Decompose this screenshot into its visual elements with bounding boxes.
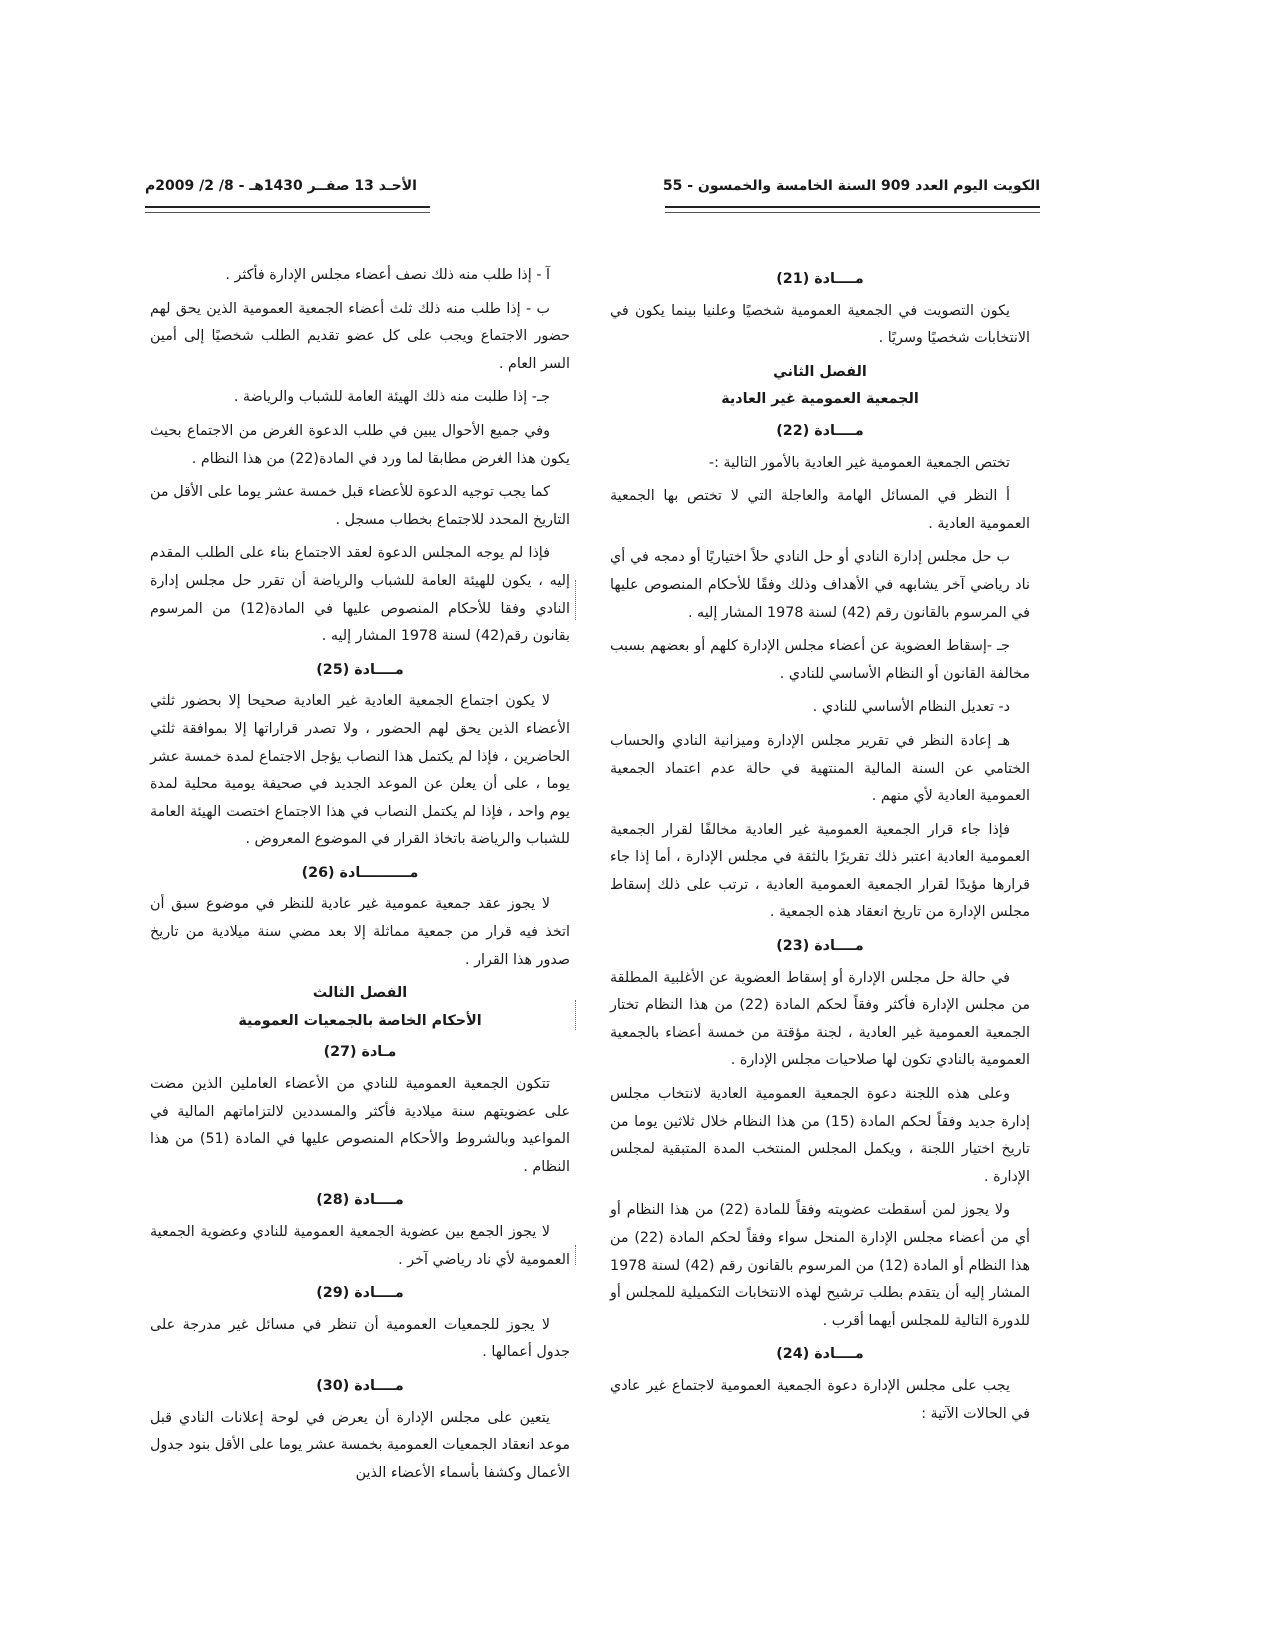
chapter-2-subtitle: الجمعية العمومية غير العادية — [721, 391, 919, 408]
article-22-item-a: أ النظر في المسائل الهامة والعاجلة التي لا تختص بها الجمعية العمومية العادية . — [610, 488, 1030, 532]
article-22-item-e: هـ إعادة النظر في تقرير مجلس الإدارة وميزانية النادي والحساب الختامي عن السنة المالية المنتهية في حالة عدم اعتماد الجمعية العمومية العادية لأي منهم . — [610, 732, 1030, 805]
article-26-paragraph: لا يجوز عقد جمعية عمومية غير عادية للنظر في موضوع سبق أن اتخذ فيه قرار من جمعية مماثلة إلا بعد مضي سنة ميلادية من تاريخ صدور هذا القرار . — [150, 896, 570, 968]
header-issue-info: الكويت اليوم العدد 909 السنة الخامسة والخمسون - 55 — [662, 178, 1040, 194]
header-rule — [145, 206, 430, 208]
article-21-title: مــــادة (21) — [776, 271, 864, 287]
article-29-title: مــــادة (29) — [316, 1285, 404, 1302]
page-header — [145, 178, 1040, 218]
article-25-title: مــــادة (25) — [316, 661, 404, 678]
article-22-item-b: ب حل مجلس إدارة النادي أو حل النادي حلاً اختياريًا أو دمجه في أي ناد رياضي آخر يشابهه في الأهداف وذلك وفقًا للأحكام المنصوص عليها في المرسوم بالقانون رقم (42) لسنة 1978 المشار إليه . — [610, 549, 1030, 621]
article-25-paragraph: لا يكون اجتماع الجمعية العادية غير العادية صحيحا إلا بحضور ثلثي الأعضاء الذين يحق لهم الحضور ، ولا تصدر قراراتها إلا بموافقة ثلثي الحاضرين ، فإذا لم يكتمل هذا النصاب يؤجل الاجتماع لمدة خمسة عشر يوما ، على أن يعلن عن الموعد الجديد في صحيفة يومية محلية لمدة يوم واحد ، فإذا لم يكتمل النصاب في هذا الاجتماع اختصت الهيئة العامة للشباب والرياضة باتخاذ القرار في الموضوع المعروض . — [150, 693, 570, 848]
article-23-paragraph-1: في حالة حل مجلس الإدارة أو إسقاط العضوية عن الأغلبية المطلقة من مجلس الإدارة فأكثر وفقاً لحكم المادة (22) من هذا النظام تختار الجمعية العمومية غير العادية ، لجنة مؤقتة من خمسة أعضاء بالجمعية العمومية بالنادي تكون لها صلاحيات مجلس الإدارة . — [610, 969, 1030, 1069]
article-28-paragraph: لا يجوز الجمع بين عضوية الجمعية العمومية للنادي وعضوية الجمعية العمومية لأي ناد رياضي آخر . — [150, 1224, 570, 1268]
article-21-text: يكون التصويت في الجمعية العمومية شخصيًا وعلنيا بينما يكون في الانتخابات شخصيًا وسريًا . — [610, 302, 1030, 347]
article-24-item-c: جـ- إذا طلبت منه ذلك الهيئة العامة للشباب والرياضة . — [233, 389, 550, 406]
article-24-item-b: ب - إذا طلب منه ذلك ثلث أعضاء الجمعية العمومية الذين يحق لهم حضور الاجتماع ويجب على كل عضو تقديم الطلب شخصيًا إلى أمين السر العام . — [150, 300, 570, 372]
article-24-paragraph-4: فإذا لم يوجه المجلس الدعوة لعقد الاجتماع بناء على الطلب المقدم إليه ، يكون للهيئة العامة للشباب والرياضة أن تقرر حل مجلس إدارة النادي وفقا للأحكام المنصوص عليها في المادة(12) من المرسوم بقانون رقم(42) لسنة 1978 المشار إليه . — [150, 545, 570, 645]
chapter-2-title: الفصل الثاني — [773, 363, 867, 380]
article-24-paragraph-1: يجب على مجلس الإدارة دعوة الجمعية العمومية لاجتماع غير عادي في الحالات الآتية : — [610, 1377, 1030, 1422]
article-29-paragraph: لا يجوز للجمعيات العمومية أن تنظر في مسائل غير مدرجة على جدول أعمالها . — [150, 1316, 570, 1361]
article-27-title: مـادة (27) — [323, 1044, 397, 1061]
article-24-paragraph-2: وفي جميع الأحوال يبين في طلب الدعوة الغرض من الاجتماع بحيث يكون هذا الغرض مطابقا لما ورد في المادة(22) من هذا النظام . — [150, 422, 570, 467]
article-23-title: مــــادة (23) — [776, 938, 864, 955]
column-divider-mark — [575, 580, 576, 620]
chapter-3-subtitle: الأحكام الخاصة بالجمعيات العمومية — [238, 1012, 482, 1029]
left-column — [150, 262, 570, 1493]
article-22-item-d: د- تعديل النظام الأساسي للنادي . — [812, 699, 1010, 716]
header-rule — [665, 212, 1040, 213]
header-rule — [665, 206, 1040, 208]
article-26-title: مــــــــــادة (26) — [301, 864, 419, 881]
article-22-intro: تختص الجمعية العمومية غير العادية بالأمور التالية :- — [708, 454, 1010, 471]
article-24-paragraph-3: كما يجب توجيه الدعوة للأعضاء قبل خمسة عشر يوما على الأقل من التاريخ المحدد للاجتماع بخطاب مسجل . — [150, 484, 570, 528]
article-22-title: مــــادة (22) — [776, 422, 864, 439]
column-divider-mark — [575, 1000, 576, 1030]
article-28-title: مــــادة (28) — [316, 1192, 404, 1209]
header-date: الأحـد 13 صفــر 1430هـ - 8/ 2/ 2009م — [145, 178, 417, 194]
header-rule — [145, 212, 430, 213]
article-30-paragraph: يتعين على مجلس الإدارة أن يعرض في لوحة إعلانات النادي قبل موعد انعقاد الجمعيات العمومية بخمسة عشر يوما على الأقل بنود جدول الأعمال وكشفا بأسماء الأعضاء الذين — [150, 1409, 570, 1481]
article-24-title: مــــادة (24) — [776, 1346, 864, 1363]
column-divider-mark — [575, 1245, 576, 1265]
article-30-title: مــــادة (30) — [316, 1377, 404, 1394]
article-24-item-a: آ - إذا طلب منه ذلك نصف أعضاء مجلس الإدارة فأكثر . — [225, 267, 550, 283]
chapter-3-title: الفصل الثالث — [312, 985, 408, 1002]
article-22-item-c: جـ -إسقاط العضوية عن أعضاء مجلس الإدارة كلهم أو بعضهم بسبب مخالفة القانون أو النظام الأساسي للنادي . — [610, 638, 1030, 682]
article-27-paragraph: تتكون الجمعية العمومية للنادي من الأعضاء العاملين الذين مضت على عضويتهم سنة ميلادية فأكثر والمسددين لالتزاماتهم المالية في المواعيد وبالشروط والأحكام المنصوص عليها في المادة (51) من هذا النظام . — [150, 1076, 570, 1175]
article-23-paragraph-2: وعلى هذه اللجنة دعوة الجمعية العمومية العادية لانتخاب مجلس إدارة جديد وفقاً لحكم المادة (15) من هذا النظام خلال ثلاثين يوما من تاريخ اختيار اللجنة ، ويكمل المجلس المنتخب المدة المتبقية لمجلس الإدارة . — [610, 1086, 1030, 1185]
right-column — [610, 262, 1030, 1434]
article-22-paragraph: فإذا جاء قرار الجمعية العمومية غير العادية مخالفًا لقرار الجمعية العمومية العادية اعتبر ذلك تقريرًا بالثقة في مجلس الإدارة ، أما إذا جاء قرارها مؤيدًا لقرار الجمعية العمومية العادية ، ترتب على ذلك إسقاط مجلس الإدارة من تاريخ انعقاد هذه الجمعية . — [610, 821, 1030, 921]
article-23-paragraph-3: ولا يجوز لمن أسقطت عضويته وفقاً للمادة (22) من هذا النظام أو أي من أعضاء مجلس الإدارة المنحل سواء وفقاً لحكم المادة (22) من هذا النظام أو المادة (12) من المرسوم بالقانون رقم (42) لسنة 1978 المشار إليه أن يتقدم بطلب ترشيح لهذه الانتخابات التكميلية للمجلس أو للدورة التالية للمجلس أيهما أقرب . — [610, 1202, 1030, 1329]
